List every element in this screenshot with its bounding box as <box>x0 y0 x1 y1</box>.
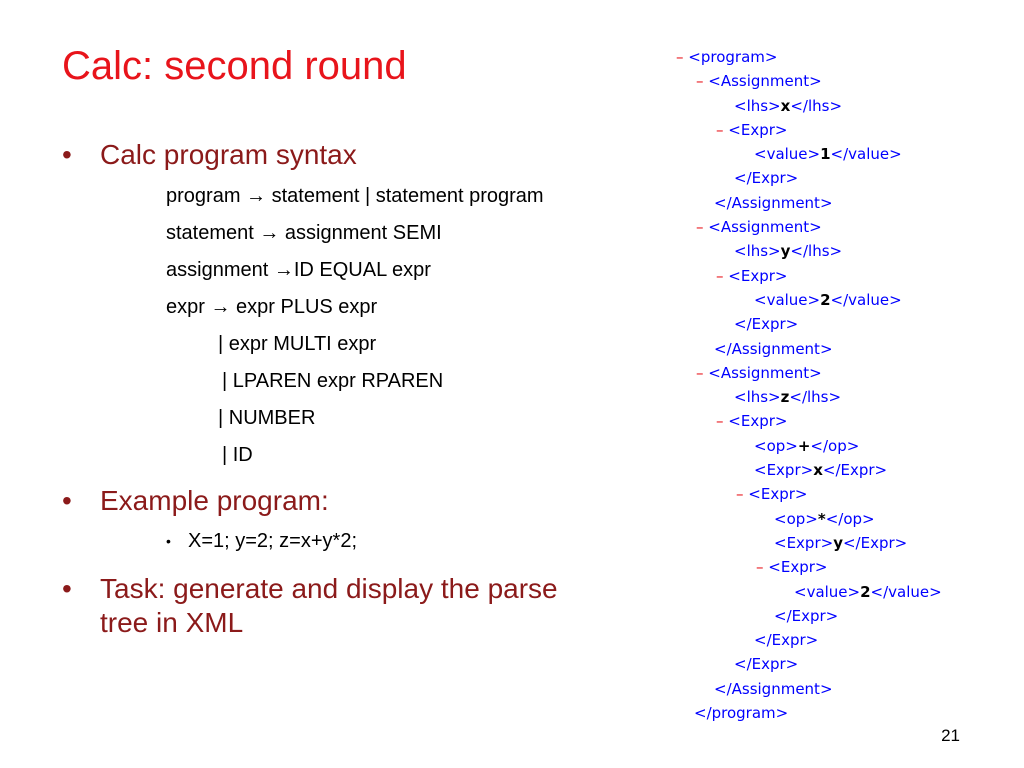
xml-close-tag: </value> <box>830 145 902 164</box>
xml-node[interactable] <box>676 555 942 579</box>
xml-tag: <Expr> <box>728 266 788 285</box>
collapse-toggle: – <box>756 558 769 577</box>
xml-value: 1 <box>820 145 831 164</box>
xml-node[interactable] <box>676 264 942 288</box>
xml-tag: <value> <box>794 582 861 601</box>
xml-tag: </program> <box>694 704 789 723</box>
xml-tag: <lhs> <box>734 388 781 407</box>
xml-tag: </Expr> <box>734 315 799 334</box>
xml-tag: <Expr> <box>768 558 828 577</box>
grammar-rule: assignment →ID EQUAL expr <box>166 259 431 281</box>
xml-tag: <Assignment> <box>708 72 822 91</box>
xml-value: x <box>813 461 823 480</box>
bullet-dot: • <box>62 573 72 604</box>
xml-tag: </Expr> <box>734 169 799 188</box>
xml-node[interactable] <box>676 409 942 433</box>
xml-close-tag: </value> <box>830 290 902 309</box>
collapse-toggle: – <box>716 412 729 431</box>
xml-tag: <lhs> <box>734 242 781 261</box>
xml-node[interactable] <box>676 118 942 142</box>
xml-node <box>676 677 942 701</box>
xml-value: + <box>797 436 811 455</box>
xml-node <box>676 604 942 628</box>
xml-tag: <Assignment> <box>708 363 822 382</box>
xml-tag: <Expr> <box>754 461 814 480</box>
xml-tag: </Expr> <box>754 631 819 650</box>
xml-close-tag: </lhs> <box>790 242 843 261</box>
bullet-task-line2: tree in XML <box>100 607 244 638</box>
xml-close-tag: </Expr> <box>822 461 888 480</box>
xml-node[interactable] <box>676 361 942 385</box>
xml-node <box>676 458 942 482</box>
collapse-toggle: – <box>716 266 729 285</box>
grammar-rule: program → statement | statement program <box>166 185 544 207</box>
collapse-toggle: – <box>696 218 709 237</box>
collapse-toggle: – <box>676 48 689 66</box>
xml-node <box>676 434 942 458</box>
xml-close-tag: </Expr> <box>842 533 908 552</box>
bullet-task-line1: Task: generate and display the parse <box>100 573 558 604</box>
xml-node <box>676 312 942 336</box>
xml-tag: <Assignment> <box>708 218 822 237</box>
xml-node[interactable] <box>676 45 942 69</box>
xml-close-tag: </op> <box>810 436 860 455</box>
bullet-task <box>62 572 672 640</box>
xml-tag: </Expr> <box>734 655 799 674</box>
collapse-toggle: – <box>696 72 709 91</box>
xml-value: x <box>780 96 791 115</box>
xml-value: y <box>833 533 843 552</box>
xml-node <box>676 288 942 312</box>
grammar-rules <box>62 178 672 474</box>
xml-node[interactable] <box>676 215 942 239</box>
xml-node <box>676 191 942 215</box>
collapse-toggle: – <box>716 120 729 139</box>
xml-tag: </Assignment> <box>714 679 833 698</box>
xml-node <box>676 337 942 361</box>
bullet-example-text: Example program: <box>100 485 329 516</box>
xml-close-tag: </op> <box>825 509 875 528</box>
xml-tag: </Expr> <box>774 606 839 625</box>
page-number: 21 <box>941 726 960 745</box>
xml-tag: <value> <box>754 290 821 309</box>
xml-tag: <op> <box>774 509 818 528</box>
grammar-rule: | ID <box>222 444 253 466</box>
collapse-toggle: – <box>696 363 709 382</box>
bullet-dot: • <box>62 485 72 516</box>
collapse-toggle: – <box>736 485 749 504</box>
grammar-rule: | expr MULTI expr <box>218 333 377 355</box>
bullet-dot: • <box>62 139 72 170</box>
grammar-rule: expr → expr PLUS expr <box>166 296 378 318</box>
bullet-example <box>62 484 672 518</box>
xml-value: 2 <box>860 582 871 601</box>
xml-node <box>676 239 942 263</box>
xml-tag: <program> <box>688 48 778 66</box>
grammar-rule: | LPAREN expr RPAREN <box>222 370 444 392</box>
xml-node <box>676 628 942 652</box>
xml-tag: <op> <box>754 436 798 455</box>
bullet-syntax <box>62 138 672 172</box>
xml-node <box>676 531 942 555</box>
grammar-rule: | NUMBER <box>218 407 316 429</box>
slide-content <box>62 138 672 640</box>
xml-value: * <box>817 509 826 528</box>
xml-node <box>676 142 942 166</box>
xml-node <box>676 507 942 531</box>
xml-close-tag: </value> <box>870 582 942 601</box>
xml-tag: <value> <box>754 145 821 164</box>
xml-node[interactable] <box>676 69 942 93</box>
xml-tag: </Assignment> <box>714 339 833 358</box>
xml-close-tag: </lhs> <box>789 388 842 407</box>
xml-node <box>676 652 942 676</box>
xml-tag: <lhs> <box>734 96 781 115</box>
xml-close-tag: </lhs> <box>790 96 843 115</box>
example-program <box>62 526 672 556</box>
xml-node <box>676 701 942 725</box>
xml-value: z <box>780 388 790 407</box>
sub-bullet-dot: • <box>166 533 171 549</box>
xml-tag: <Expr> <box>774 533 834 552</box>
xml-tag: <Expr> <box>728 120 788 139</box>
grammar-rule: statement → assignment SEMI <box>166 222 442 244</box>
example-program-text: X=1; y=2; z=x+y*2; <box>188 530 357 552</box>
bullet-syntax-text: Calc program syntax <box>100 139 357 170</box>
xml-value: y <box>780 242 791 261</box>
xml-tag: <Expr> <box>748 485 808 504</box>
xml-parse-tree <box>676 45 942 725</box>
xml-tag: </Assignment> <box>714 193 833 212</box>
xml-tag: <Expr> <box>728 412 788 431</box>
xml-node[interactable] <box>676 482 942 506</box>
xml-node <box>676 385 942 409</box>
slide-title: Calc: second round <box>62 44 407 88</box>
xml-node <box>676 94 942 118</box>
xml-node <box>676 580 942 604</box>
xml-value: 2 <box>820 290 831 309</box>
xml-node <box>676 166 942 190</box>
